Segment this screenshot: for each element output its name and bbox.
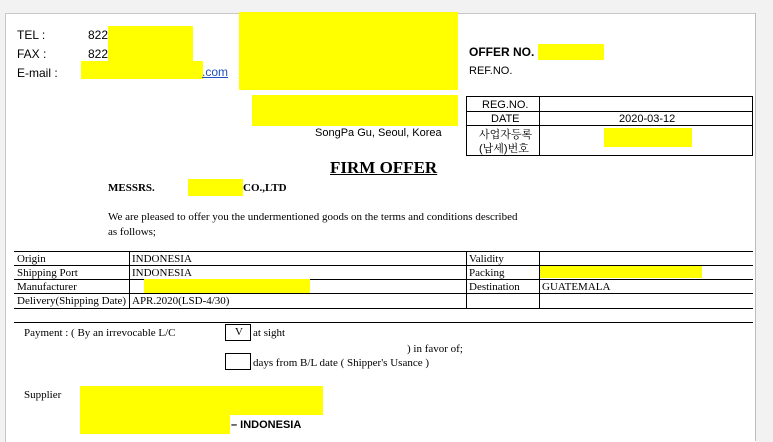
fax-label: FAX : xyxy=(17,47,47,61)
document-title: FIRM OFFER xyxy=(330,158,438,177)
in-favor-label: ) in favor of; xyxy=(407,343,463,355)
date-label: DATE xyxy=(491,113,520,125)
reg-table-border-top xyxy=(466,96,753,97)
company-address: SongPa Gu, Seoul, Korea xyxy=(315,127,442,139)
terms-rule-4 xyxy=(14,308,753,309)
origin-value: INDONESIA xyxy=(132,253,192,265)
usance-label: days from B/L date ( Shipper's Usance ) xyxy=(253,357,429,369)
supplier-redaction-1 xyxy=(80,386,323,415)
company-address-redaction xyxy=(252,95,458,126)
ref-no-label: REF.NO. xyxy=(469,65,513,77)
offer-no-label: OFFER NO. xyxy=(469,45,535,59)
terms-rule-3 xyxy=(14,293,753,294)
at-sight-label: at sight xyxy=(253,327,286,339)
delivery-value: APR.2020(LSD-4/30) xyxy=(132,295,230,307)
validity-label: Validity xyxy=(469,253,504,265)
terms-rule-top xyxy=(14,251,753,252)
packing-label: Packing xyxy=(469,267,505,279)
reg-table-divider xyxy=(539,96,540,156)
packing-redaction xyxy=(540,266,702,278)
messrs-suffix: CO.,LTD xyxy=(243,182,287,194)
manufacturer-redaction xyxy=(144,279,310,293)
payment-label: Payment : ( By an irrevocable L/C xyxy=(24,327,176,339)
tel-value: 822 xyxy=(88,28,109,42)
terms-rule-bottom xyxy=(14,322,753,323)
biz-no-label-line2: (납세)번호 xyxy=(479,143,529,155)
tel-label: TEL : xyxy=(17,28,46,42)
date-value: 2020-03-12 xyxy=(619,113,676,125)
supplier-label: Supplier xyxy=(24,389,62,401)
offer-no-redaction xyxy=(538,44,604,60)
intro-line1: We are pleased to offer you the undermentioned goods on the terms and conditions described xyxy=(108,211,518,223)
biz-no-label-line1: 사업자등록 xyxy=(479,129,533,141)
email-label: E-mail : xyxy=(17,66,58,80)
at-sight-checkbox[interactable] xyxy=(225,324,251,341)
biz-no-redaction xyxy=(604,128,692,147)
company-redaction xyxy=(239,12,458,90)
manufacturer-label: Manufacturer xyxy=(17,281,77,293)
reg-table-rule-1 xyxy=(466,111,753,112)
destination-label: Destination xyxy=(469,281,520,293)
fax-redaction xyxy=(108,44,193,61)
reg-table-border-left xyxy=(466,96,467,156)
supplier-redaction-2 xyxy=(80,415,230,434)
usance-checkbox[interactable] xyxy=(225,353,251,370)
fax-value: 822 xyxy=(88,47,109,61)
destination-value: GUATEMALA xyxy=(542,281,611,293)
supplier-suffix: – INDONESIA xyxy=(231,419,302,431)
email-link[interactable]: .com xyxy=(202,65,229,79)
terms-divider-middle xyxy=(466,251,467,308)
shipping-port-label: Shipping Port xyxy=(17,267,78,279)
messrs-redaction xyxy=(188,179,243,196)
origin-label: Origin xyxy=(17,253,46,265)
messrs-label: MESSRS. xyxy=(108,182,155,194)
email-redaction xyxy=(81,61,203,79)
terms-rule-2 xyxy=(14,279,753,280)
intro-line2: as follows; xyxy=(108,226,156,238)
reg-no-label: REG.NO. xyxy=(482,99,529,111)
sheet-edge xyxy=(755,13,756,441)
tel-redaction xyxy=(108,26,193,45)
shipping-port-value: INDONESIA xyxy=(132,267,192,279)
delivery-label: Delivery(Shipping Date) xyxy=(17,295,127,307)
terms-divider-label xyxy=(129,251,130,308)
at-sight-check-mark: V xyxy=(235,326,243,338)
terms-divider-right xyxy=(539,251,540,308)
reg-table-border-right xyxy=(752,96,753,156)
